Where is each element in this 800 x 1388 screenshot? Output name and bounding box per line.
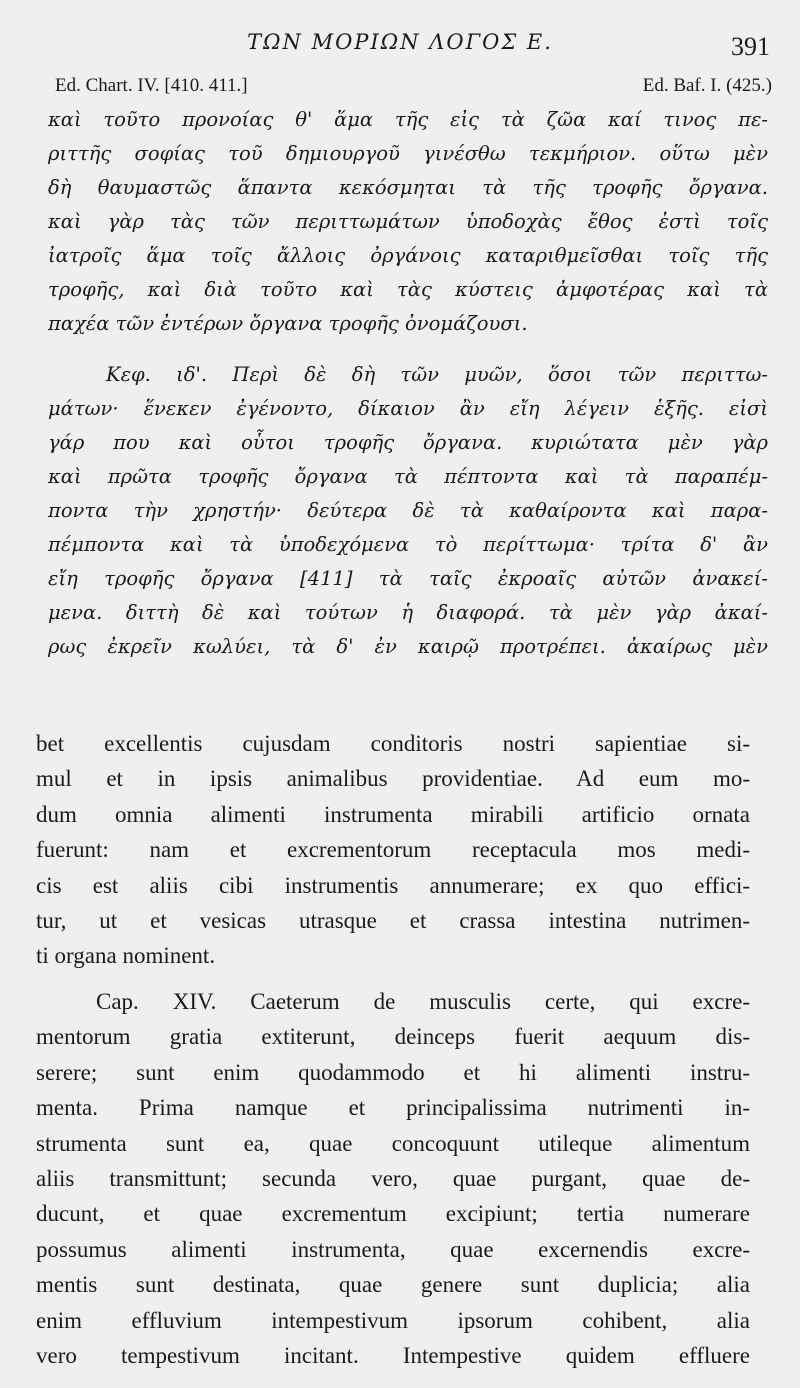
latin-line: mentorum gratia extiterunt, deinceps fuerit aequum dis- — [36, 1024, 750, 1050]
running-title: ΤΩΝ ΜΟΡΙΩΝ ΛΟΓΟΣ Ε. — [247, 30, 553, 54]
greek-line: παχέα τῶν ἐντέρων ὄργανα τροφῆς ὀνομάζουσι. — [48, 312, 528, 335]
greek-line: τροφῆς, καὶ διὰ τοῦτο καὶ τὰς κύστεις ἀμφοτέρας καὶ τὰ — [48, 278, 768, 301]
latin-line: dum omnia alimenti instrumenta mirabili artificio ornata — [36, 801, 750, 827]
latin-line: mul et in ipsis animalibus providentiae. Ad eum mo- — [36, 766, 750, 792]
greek-line: δὴ θαυμαστῶς ἅπαντα κεκόσμηται τὰ τῆς τροφῆς ὄργανα. — [48, 176, 768, 199]
latin-line: menta. Prima namque et principalissima nutrimenti in- — [36, 1095, 750, 1121]
latin-line: strumenta sunt ea, quae concoquunt utileque alimentum — [36, 1130, 750, 1156]
greek-line: γάρ που καὶ οὗτοι τροφῆς ὄργανα. κυριώτατα μὲν γὰρ — [48, 431, 768, 454]
latin-line: possumus alimenti instrumenta, quae excernendis excre- — [36, 1236, 750, 1262]
greek-line: εἴη τροφῆς ὄργανα [411] τὰ ταῖς ἐκροαῖς αὐτῶν ἀνακεί- — [48, 567, 768, 590]
latin-paragraph-1 — [36, 726, 750, 974]
latin-chapter-heading-line: Cap. XIV. Caeterum de musculis certe, qui excre- — [96, 989, 750, 1014]
latin-line: mentis sunt destinata, quae genere sunt duplicia; alia — [36, 1272, 750, 1298]
greek-paragraph-1 — [48, 103, 768, 341]
latin-paragraph-2 — [36, 984, 750, 1373]
latin-line: ducunt, et quae excrementum excipiunt; tertia numerare — [36, 1201, 750, 1227]
greek-line: καὶ γὰρ τὰς τῶν περιττωμάτων ὑποδοχὰς ἔθος ἐστὶ τοῖς — [48, 210, 768, 233]
greek-line: καὶ τοῦτο προνοίας θ' ἅμα τῆς εἰς τὰ ζῶα καί τινος πε- — [48, 108, 768, 131]
edition-reference-chartier: Ed. Chart. IV. [410. 411.] — [55, 75, 248, 96]
latin-line: ti organa nominent. — [36, 943, 216, 969]
latin-line: enim effluvium intempestivum ipsorum cohibent, alia — [36, 1307, 750, 1333]
greek-line: πέμποντα καὶ τὰ ὑποδεχόμενα τὸ περίττωμα· τρίτα δ' ἂν — [48, 533, 768, 556]
latin-line: tur, ut et vesicas utrasque et crassa intestina nutrimen- — [36, 907, 750, 933]
greek-line: ρως ἐκρεῖν κωλύει, τὰ δ' ἐν καιρῷ προτρέπει. ἀκαίρως μὲν — [48, 635, 768, 658]
greek-line: ποντα τὴν χρηστήν· δεύτερα δὲ τὰ καθαίροντα καὶ παρα- — [48, 499, 768, 522]
greek-line: καὶ πρῶτα τροφῆς ὄργανα τὰ πέπτοντα καὶ τὰ παραπέμ- — [48, 465, 768, 488]
greek-paragraph-2 — [48, 358, 768, 664]
latin-line: cis est aliis cibi instrumentis annumerare; ex quo effici- — [36, 872, 750, 898]
latin-line: serere; sunt enim quodammodo et hi alimenti instru- — [36, 1059, 750, 1085]
latin-line: bet excellentis cujusdam conditoris nostri sapientiae si- — [36, 731, 750, 756]
greek-line: ἰατροῖς ἅμα τοῖς ἄλλοις ὀργάνοις καταριθμεῖσθαι τοῖς τῆς — [48, 244, 768, 267]
greek-line: μάτων· ἕνεκεν ἐγένοντο, δίκαιον ἂν εἴη λέγειν ἑξῆς. εἰσὶ — [48, 397, 768, 420]
latin-line: vero tempestivum incitant. Intempestive quidem effluere — [36, 1342, 750, 1368]
greek-line: μενα. διττὴ δὲ καὶ τούτων ἡ διαφορά. τὰ μὲν γὰρ ἀκαί- — [48, 601, 768, 624]
latin-line: aliis transmittunt; secunda vero, quae purgant, quae de- — [36, 1165, 750, 1191]
edition-reference-basel: Ed. Baf. I. (425.) — [642, 75, 772, 96]
greek-line: ριττῆς σοφίας τοῦ δημιουργοῦ γινέσθω τεκμήριον. οὕτω μὲν — [48, 142, 768, 165]
greek-chapter-heading-line: Κεφ. ιδ'. Περὶ δὲ δὴ τῶν μυῶν, ὅσοι τῶν περιττω- — [106, 363, 768, 386]
page-number: 391 — [731, 32, 770, 61]
latin-line: fuerunt: nam et excrementorum receptacula mos medi- — [36, 837, 750, 863]
